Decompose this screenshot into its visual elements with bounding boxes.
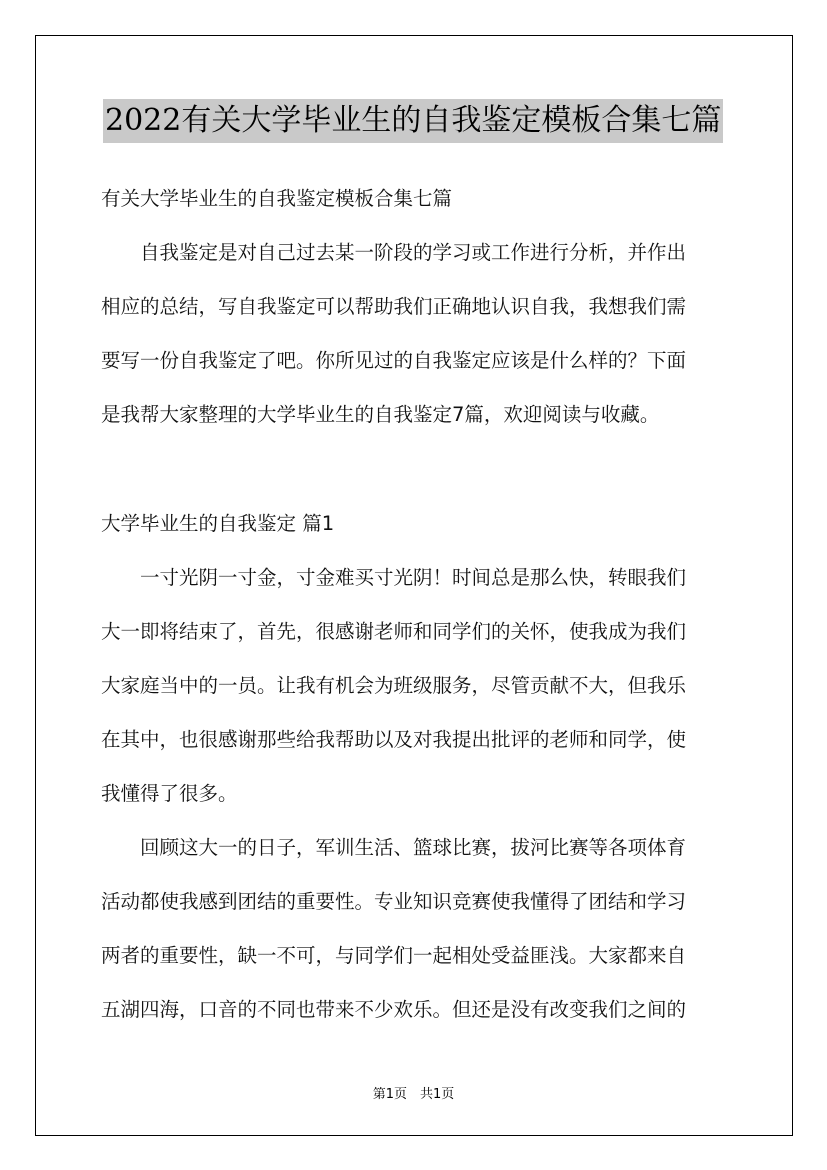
para1-line: 大一即将结束了，首先，很感谢老师和同学们的关怀，使我成为我们	[101, 620, 687, 643]
intro-line: 要写一份自我鉴定了吧。你所见过的自我鉴定应该是什么样的？下面	[101, 349, 687, 372]
intro-line: 自我鉴定是对自己过去某一阶段的学习或工作进行分析，并作出	[101, 241, 687, 264]
para2-line: 活动都使我感到团结的重要性。专业知识竞赛使我懂得了团结和学习	[101, 890, 687, 913]
section-heading: 大学毕业生的自我鉴定 篇1	[101, 512, 335, 535]
para1-line: 一寸光阴一寸金，寸金难买寸光阴！时间总是那么快，转眼我们	[101, 566, 687, 589]
document-title: 2022有关大学毕业生的自我鉴定模板合集七篇	[103, 99, 723, 143]
intro-line: 是我帮大家整理的大学毕业生的自我鉴定7篇，欢迎阅读与收藏。	[101, 403, 660, 426]
para1-line: 我懂得了很多。	[101, 782, 238, 805]
document-subtitle: 有关大学毕业生的自我鉴定模板合集七篇	[101, 187, 453, 210]
para1-line: 在其中，也很感谢那些给我帮助以及对我提出批评的老师和同学，使	[101, 728, 687, 751]
page-footer: 第1页 共1页	[372, 1087, 455, 1102]
intro-line: 相应的总结，写自我鉴定可以帮助我们正确地认识自我，我想我们需	[101, 295, 687, 318]
para1-line: 大家庭当中的一员。让我有机会为班级服务，尽管贡献不大，但我乐	[101, 674, 687, 697]
para2-line: 回顾这大一的日子，军训生活、篮球比赛，拔河比赛等各项体育	[101, 836, 687, 859]
para2-line: 两者的重要性，缺一不可，与同学们一起相处受益匪浅。大家都来自	[101, 944, 687, 967]
para2-line: 五湖四海，口音的不同也带来不少欢乐。但还是没有改变我们之间的	[101, 998, 687, 1021]
